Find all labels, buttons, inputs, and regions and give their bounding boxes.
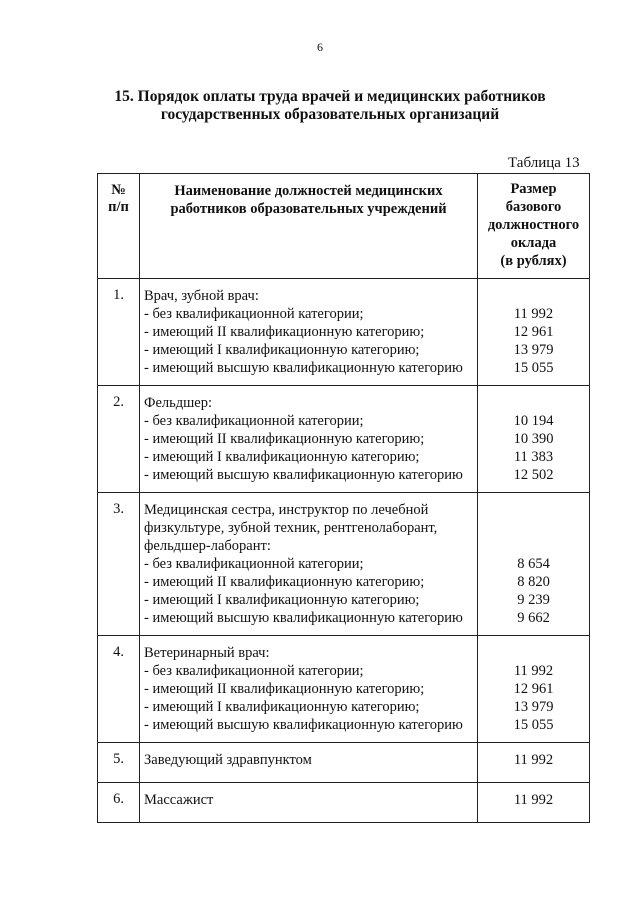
position-title-line: Заведующий здравпунктом: [144, 752, 312, 768]
salary-value: 13 979: [513, 342, 554, 358]
salary-value: 10 194: [513, 413, 554, 429]
category-label: - имеющий высшую квалификационную категорию: [144, 610, 463, 626]
category-label: - имеющий высшую квалификационную категорию: [144, 467, 463, 483]
header-size-line: Размер: [510, 181, 557, 197]
value-spacer: [478, 394, 589, 412]
heading-line-2: государственных образовательных организаций: [160, 106, 500, 123]
header-size-line: должностного: [487, 217, 580, 233]
header-size-line: базового: [505, 199, 562, 215]
position-title-line: физкультуре, зубной техник, рентгенолаборант,: [144, 520, 438, 536]
salary-values: [478, 279, 590, 386]
category-label: - имеющий II квалификационную категорию;: [144, 574, 425, 590]
section-heading: [60, 88, 600, 124]
header-num-line: №: [111, 182, 126, 198]
salary-values: [478, 743, 590, 783]
value-spacer: [478, 287, 589, 305]
salary-value: 12 961: [513, 681, 554, 697]
table-row: [98, 636, 590, 743]
salary-values: [478, 636, 590, 743]
position-title-line: Массажист: [144, 792, 214, 808]
row-number: 4.: [98, 636, 140, 743]
salary-values: [478, 783, 590, 823]
position-name: [140, 493, 478, 636]
salary-value: 9 662: [517, 610, 550, 626]
table-header-row: [98, 174, 590, 279]
category-label: - имеющий высшую квалификационную категорию: [144, 717, 463, 733]
category-label: - имеющий II квалификационную категорию;: [144, 324, 425, 340]
row-number: 5.: [98, 743, 140, 783]
category-label: - без квалификационной категории;: [144, 413, 364, 429]
salary-value: 11 992: [513, 306, 554, 322]
header-name-line: работников образовательных учреждений: [170, 201, 447, 217]
salary-table: [97, 173, 590, 823]
salary-value: 11 383: [513, 449, 554, 465]
category-label: - имеющий I квалификационную категорию;: [144, 592, 420, 608]
category-label: - без квалификационной категории;: [144, 556, 364, 572]
salary-value: 12 961: [513, 324, 554, 340]
salary-value: 11 992: [513, 663, 554, 679]
table-row: [98, 743, 590, 783]
category-label: - имеющий I квалификационную категорию;: [144, 449, 420, 465]
table-row: [98, 783, 590, 823]
row-number: 3.: [98, 493, 140, 636]
salary-value: 13 979: [513, 699, 554, 715]
value-spacer: [478, 644, 589, 662]
table-row: [98, 493, 590, 636]
category-label: - имеющий I квалификационную категорию;: [144, 699, 420, 715]
position-title-line: Фельдшер:: [144, 395, 212, 411]
position-title-line: Врач, зубной врач:: [144, 288, 259, 304]
salary-value: 10 390: [513, 431, 554, 447]
position-name: [140, 279, 478, 386]
header-size-line: оклада: [510, 235, 557, 251]
category-label: - имеющий высшую квалификационную категорию: [144, 360, 463, 376]
table-caption: Таблица 13: [508, 155, 580, 171]
position-title-line: Ветеринарный врач:: [144, 645, 270, 661]
salary-values: [478, 493, 590, 636]
category-label: - имеющий I квалификационную категорию;: [144, 342, 420, 358]
position-name: [140, 386, 478, 493]
header-num-line: п/п: [108, 199, 129, 215]
salary-values: [478, 386, 590, 493]
salary-value: 8 654: [517, 556, 550, 572]
salary-value: 11 992: [513, 752, 554, 768]
row-number: 2.: [98, 386, 140, 493]
salary-value: 15 055: [513, 360, 554, 376]
row-number: 6.: [98, 783, 140, 823]
heading-line-1: 15. Порядок оплаты труда врачей и медицинских работников: [114, 88, 546, 105]
table-body: [98, 279, 590, 823]
position-title-line: фельдшер-лаборант:: [144, 538, 271, 554]
header-num: [98, 174, 140, 279]
salary-value: 9 239: [517, 592, 550, 608]
value-spacer: [478, 519, 589, 537]
header-name: [140, 174, 478, 279]
position-name: [140, 783, 478, 823]
header-name-line: Наименование должностей медицинских: [174, 183, 443, 199]
salary-value: 11 992: [513, 792, 554, 808]
position-name: [140, 636, 478, 743]
category-label: - без квалификационной категории;: [144, 663, 364, 679]
value-spacer: [478, 537, 589, 555]
value-spacer: [478, 501, 589, 519]
header-size-line: (в рублях): [500, 253, 567, 269]
table-row: [98, 386, 590, 493]
salary-value: 15 055: [513, 717, 554, 733]
category-label: - без квалификационной категории;: [144, 306, 364, 322]
category-label: - имеющий II квалификационную категорию;: [144, 431, 425, 447]
position-title-line: Медицинская сестра, инструктор по лечебной: [144, 502, 429, 518]
header-size: [478, 174, 590, 279]
page-number: 6: [317, 40, 323, 54]
table-row: [98, 279, 590, 386]
salary-value: 8 820: [517, 574, 550, 590]
salary-value: 12 502: [513, 467, 554, 483]
category-label: - имеющий II квалификационную категорию;: [144, 681, 425, 697]
row-number: 1.: [98, 279, 140, 386]
position-name: [140, 743, 478, 783]
